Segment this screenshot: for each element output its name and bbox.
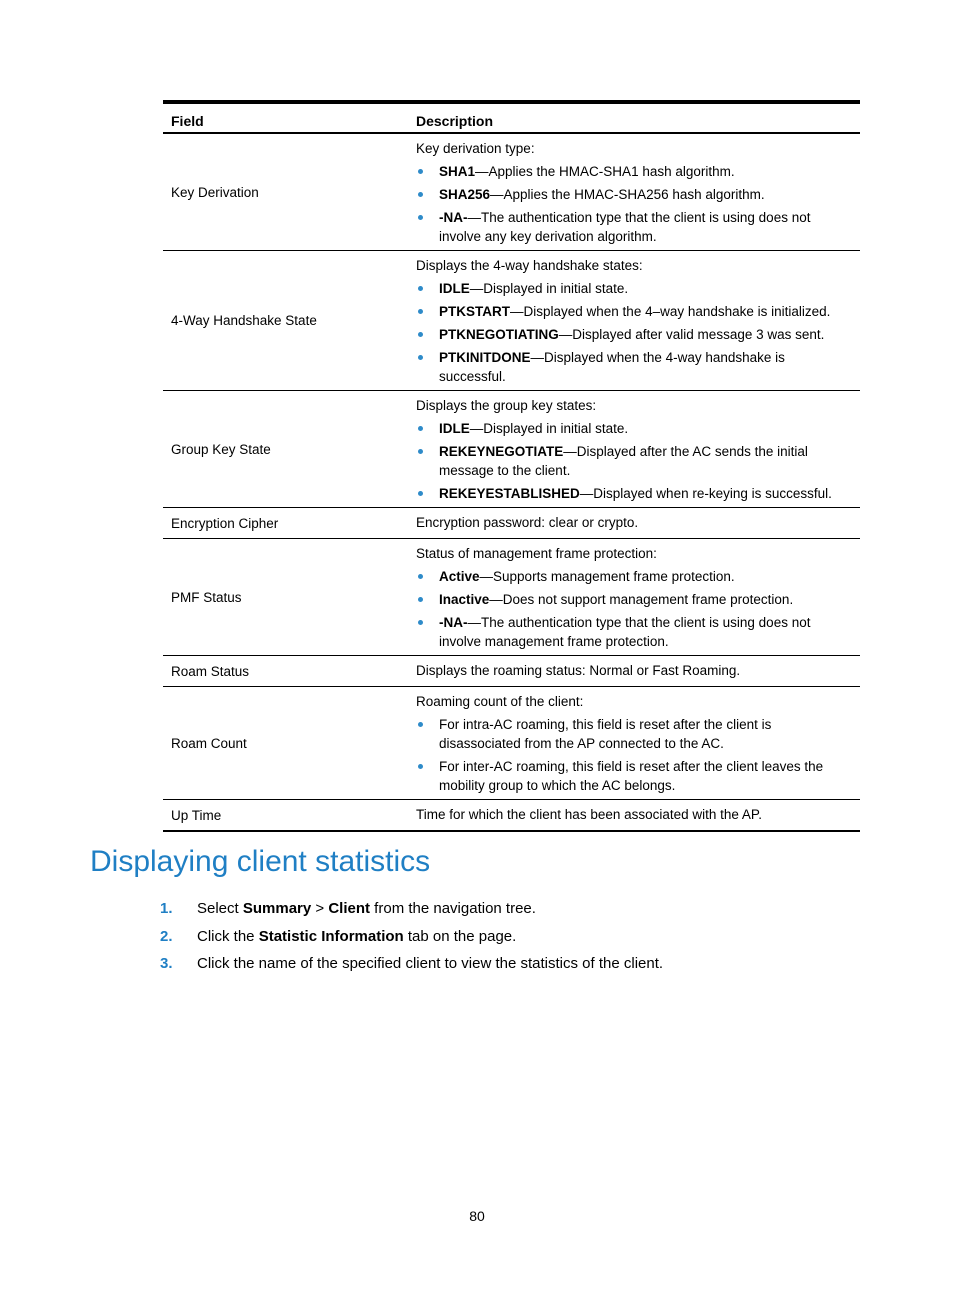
section-heading: Displaying client statistics [90, 845, 431, 878]
bullet-dot-icon [418, 620, 423, 625]
table-row [163, 133, 860, 251]
bullet-text: —Displayed when re-keying is successful. [579, 486, 832, 501]
description-intro: Displays the 4-way handshake states: [416, 258, 643, 273]
bullet-text: —Displayed when the 4–way handshake is initialized. [510, 304, 831, 319]
table-header-row [163, 102, 860, 133]
field-name-cell: Roam Status [163, 656, 408, 687]
bullet-dot-icon [418, 286, 423, 291]
description-cell [408, 508, 860, 539]
page-number: 80 [469, 1208, 485, 1224]
step-ui-term: Statistic Information [258, 927, 404, 945]
bullet-term: Active [439, 569, 480, 584]
description-intro: Time for which the client has been associated with the AP. [416, 807, 762, 822]
field-name-cell: Up Time [163, 800, 408, 832]
description-intro: Status of management frame protection: [416, 546, 657, 561]
bullet-text: —Displayed after valid message 3 was sent. [558, 327, 825, 342]
step-number: 2. [160, 927, 173, 945]
table-row [163, 539, 860, 656]
step-text-part: tab on the page. [403, 927, 517, 945]
bullet-dot-icon [418, 309, 423, 314]
field-name-cell: Roam Count [163, 687, 408, 800]
bullet-text: For intra-AC roaming, this field is reset after the client is disassociated from the AP connected to the AC. [439, 717, 772, 751]
bullet-item [416, 325, 852, 344]
step-text-part: > [311, 900, 329, 917]
bullet-term: PTKINITDONE [439, 350, 531, 365]
bullet-dot-icon [418, 597, 423, 602]
bullet-term: REKEYNEGOTIATE [439, 444, 564, 459]
bullet-list [416, 419, 852, 503]
field-name-cell: Key Derivation [163, 133, 408, 251]
table-row [163, 508, 860, 539]
bullet-term: SHA1 [439, 164, 476, 179]
description-cell [408, 539, 860, 656]
bullet-text: —Supports management frame protection. [479, 569, 735, 584]
step-text-part: from the navigation tree. [370, 900, 536, 917]
field-description-table [163, 100, 860, 832]
step-text [197, 898, 536, 920]
bullet-dot-icon [418, 192, 423, 197]
bullet-term: -NA- [439, 210, 468, 225]
bullet-dot-icon [418, 722, 423, 727]
bullet-item [416, 484, 852, 503]
description-cell [408, 656, 860, 687]
bullet-dot-icon [418, 332, 423, 337]
bullet-text: —Displayed in initial state. [469, 421, 629, 436]
bullet-item [416, 279, 852, 298]
table-row [163, 800, 860, 832]
bullet-term: PTKNEGOTIATING [439, 327, 559, 342]
step-text-part: Click the [197, 927, 259, 945]
bullet-text: For inter-AC roaming, this field is reset after the client leaves the mobility group to which the AC belongs. [439, 759, 824, 793]
description-intro: Displays the roaming status: Normal or Fast Roaming. [416, 663, 741, 678]
field-name-cell: 4-Way Handshake State [163, 251, 408, 391]
bullet-item [416, 613, 852, 651]
description-cell [408, 251, 860, 391]
bullet-text: —Displayed when the 4-way handshake is successful. [439, 350, 785, 384]
step-text [197, 953, 663, 975]
bullet-text: —Displayed after the AC sends the initial message to the client. [439, 444, 808, 478]
step-text-part: Click the name of the specified client to view the statistics of the client. [197, 955, 664, 972]
step-ui-term: Client [328, 900, 371, 917]
bullet-item [416, 419, 852, 438]
step-text-part: Select [197, 900, 243, 917]
header-field: Field [163, 102, 408, 133]
bullet-item [416, 185, 852, 204]
description-intro: Displays the group key states: [416, 398, 597, 413]
bullet-term: SHA256 [439, 187, 491, 202]
bullet-item [416, 208, 852, 246]
bullet-text: —Does not support management frame protection. [489, 592, 794, 607]
bullet-dot-icon [418, 449, 423, 454]
description-intro: Encryption password: clear or crypto. [416, 515, 639, 530]
table-row [163, 251, 860, 391]
bullet-list [416, 567, 852, 651]
bullet-text: —The authentication type that the client is using does not involve management frame protection. [439, 615, 811, 649]
bullet-text: —Applies the HMAC-SHA256 hash algorithm. [490, 187, 765, 202]
bullet-list [416, 279, 852, 386]
bullet-item [416, 590, 852, 609]
step-number: 3. [160, 955, 173, 972]
header-description: Description [408, 102, 860, 133]
bullet-item [416, 715, 852, 753]
step-text [197, 926, 516, 948]
field-name-cell: PMF Status [163, 539, 408, 656]
bullet-dot-icon [418, 426, 423, 431]
table-row [163, 687, 860, 800]
bullet-term: -NA- [439, 615, 468, 630]
bullet-item [416, 348, 852, 386]
bullet-list [416, 162, 852, 246]
bullet-dot-icon [418, 764, 423, 769]
bullet-text: —Applies the HMAC-SHA1 hash algorithm. [475, 164, 735, 179]
bullet-text: —The authentication type that the client is using does not involve any key derivation algorithm. [439, 210, 811, 244]
table-body [163, 133, 860, 831]
description-intro: Key derivation type: [416, 141, 535, 156]
bullet-dot-icon [418, 169, 423, 174]
description-cell [408, 391, 860, 508]
description-cell [408, 133, 860, 251]
bullet-term: REKEYESTABLISHED [439, 486, 580, 501]
bullet-list [416, 715, 852, 795]
description-cell [408, 800, 860, 832]
bullet-item [416, 162, 852, 181]
bullet-dot-icon [418, 574, 423, 579]
table-row [163, 391, 860, 508]
bullet-item [416, 757, 852, 795]
field-name-cell: Encryption Cipher [163, 508, 408, 539]
step-ui-term: Summary [242, 900, 312, 917]
field-name-cell: Group Key State [163, 391, 408, 508]
bullet-text: —Displayed in initial state. [469, 281, 629, 296]
bullet-dot-icon [418, 215, 423, 220]
bullet-dot-icon [418, 355, 423, 360]
bullet-term: IDLE [439, 281, 470, 296]
description-intro: Roaming count of the client: [416, 694, 584, 709]
bullet-item [416, 442, 852, 480]
bullet-dot-icon [418, 491, 423, 496]
bullet-term: IDLE [439, 421, 470, 436]
table-row [163, 656, 860, 687]
bullet-term: Inactive [439, 592, 490, 607]
description-cell [408, 687, 860, 800]
bullet-term: PTKSTART [439, 304, 510, 319]
bullet-item [416, 567, 852, 586]
step-number: 1. [160, 900, 173, 917]
bullet-item [416, 302, 852, 321]
